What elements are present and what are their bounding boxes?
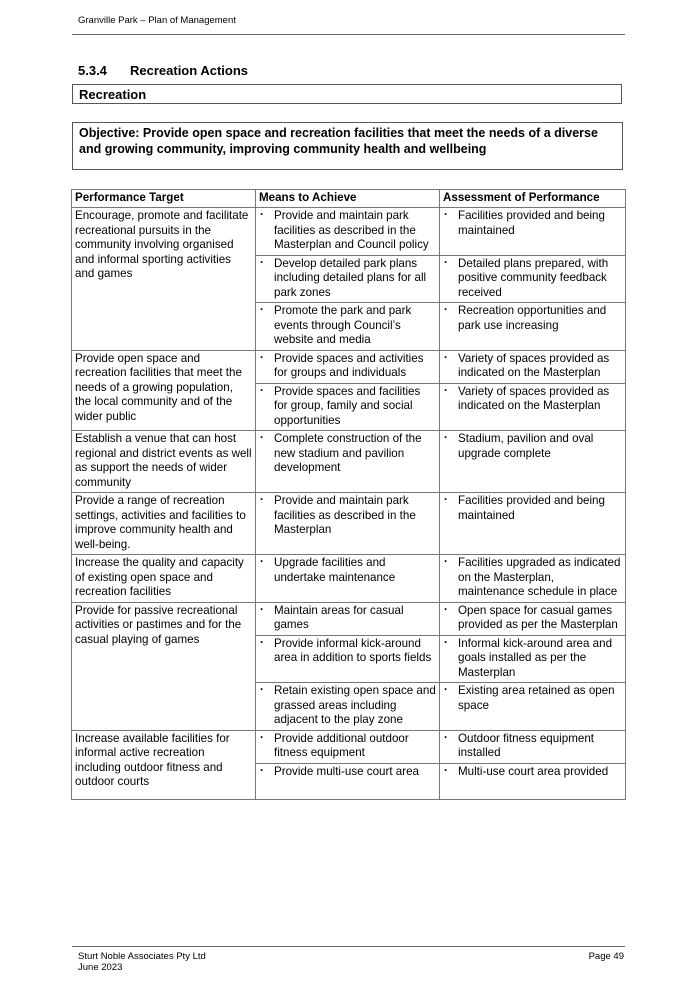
means-cell: · Promote the park and park events through Council’s website and media <box>256 303 440 351</box>
assessment-cell: · Detailed plans prepared, with positive community feedback received <box>440 255 626 303</box>
performance-target-cell: Establish a venue that can host regional and district events as well as support the needs of wider community <box>72 431 256 493</box>
performance-target-cell: Increase the quality and capacity of existing open space and recreation facilities <box>72 555 256 603</box>
means-cell: · Provide and maintain park facilities as described in the Masterplan and Council policy <box>256 208 440 256</box>
table-row <box>72 730 626 763</box>
table-header-row <box>72 190 626 208</box>
header-assessment: Assessment of Performance <box>440 190 626 208</box>
means-cell: · Develop detailed park plans including detailed plans for all park zones <box>256 255 440 303</box>
assessment-cell: · Outdoor fitness equipment installed <box>440 730 626 763</box>
means-cell: · Provide spaces and facilities for group, family and social opportunities <box>256 383 440 431</box>
running-header: Granville Park – Plan of Management <box>78 15 236 26</box>
means-cell: · Provide additional outdoor fitness equipment <box>256 730 440 763</box>
means-cell: · Provide spaces and activities for groups and individuals <box>256 350 440 383</box>
assessment-cell: · Recreation opportunities and park use increasing <box>440 303 626 351</box>
footer-rule <box>72 946 625 947</box>
assessment-cell: · Open space for casual games provided as per the Masterplan <box>440 602 626 635</box>
page-number: Page 49 <box>588 951 624 962</box>
assessment-cell: · Variety of spaces provided as indicated on the Masterplan <box>440 350 626 383</box>
footer-company: Sturt Noble Associates Pty Ltd <box>78 951 206 962</box>
assessment-cell: · Variety of spaces provided as indicated on the Masterplan <box>440 383 626 431</box>
assessment-cell: · Stadium, pavilion and oval upgrade complete <box>440 431 626 493</box>
means-cell: · Provide and maintain park facilities as described in the Masterplan <box>256 493 440 555</box>
table-row <box>72 493 626 555</box>
assessment-cell: · Facilities provided and being maintained <box>440 493 626 555</box>
table-row <box>72 350 626 383</box>
performance-target-cell: Encourage, promote and facilitate recreational pursuits in the community involving organised and informal sporting activities and games <box>72 208 256 351</box>
means-cell: · Provide multi-use court area <box>256 763 440 799</box>
header-means-to-achieve: Means to Achieve <box>256 190 440 208</box>
header-rule <box>72 34 625 35</box>
performance-target-cell: Provide open space and recreation facilities that meet the needs of a growing population, the local community and of the wider public <box>72 350 256 431</box>
means-cell: · Upgrade facilities and undertake maintenance <box>256 555 440 603</box>
performance-target-cell: Provide for passive recreational activities or pastimes and for the casual playing of games <box>72 602 256 730</box>
assessment-cell: · Facilities provided and being maintained <box>440 208 626 256</box>
assessment-cell: · Existing area retained as open space <box>440 683 626 731</box>
assessment-cell: · Facilities upgraded as indicated on the Masterplan, maintenance schedule in place <box>440 555 626 603</box>
performance-target-cell: Increase available facilities for informal active recreation including outdoor fitness and outdoor courts <box>72 730 256 799</box>
table-row <box>72 602 626 635</box>
performance-target-cell: Provide a range of recreation settings, activities and facilities to improve community health and well-being. <box>72 493 256 555</box>
section-heading <box>78 63 248 78</box>
footer-left <box>78 951 206 973</box>
table-row <box>72 555 626 603</box>
objective-box: Objective: Provide open space and recreation facilities that meet the needs of a diverse and growing community, improving community health and wellbeing <box>72 122 623 170</box>
means-cell: · Maintain areas for casual games <box>256 602 440 635</box>
means-cell: · Provide informal kick-around area in addition to sports fields <box>256 635 440 683</box>
assessment-cell: · Informal kick-around area and goals installed as per the Masterplan <box>440 635 626 683</box>
actions-table <box>71 189 626 800</box>
section-title: Recreation Actions <box>130 63 248 78</box>
means-cell: · Complete construction of the new stadium and pavilion development <box>256 431 440 493</box>
section-number: 5.3.4 <box>78 63 107 78</box>
table-row <box>72 208 626 256</box>
category-box: Recreation <box>72 84 622 104</box>
footer-date: June 2023 <box>78 962 123 973</box>
table-row <box>72 431 626 493</box>
means-cell: · Retain existing open space and grassed areas including adjacent to the play zone <box>256 683 440 731</box>
assessment-cell: · Multi-use court area provided <box>440 763 626 799</box>
header-performance-target: Performance Target <box>72 190 256 208</box>
